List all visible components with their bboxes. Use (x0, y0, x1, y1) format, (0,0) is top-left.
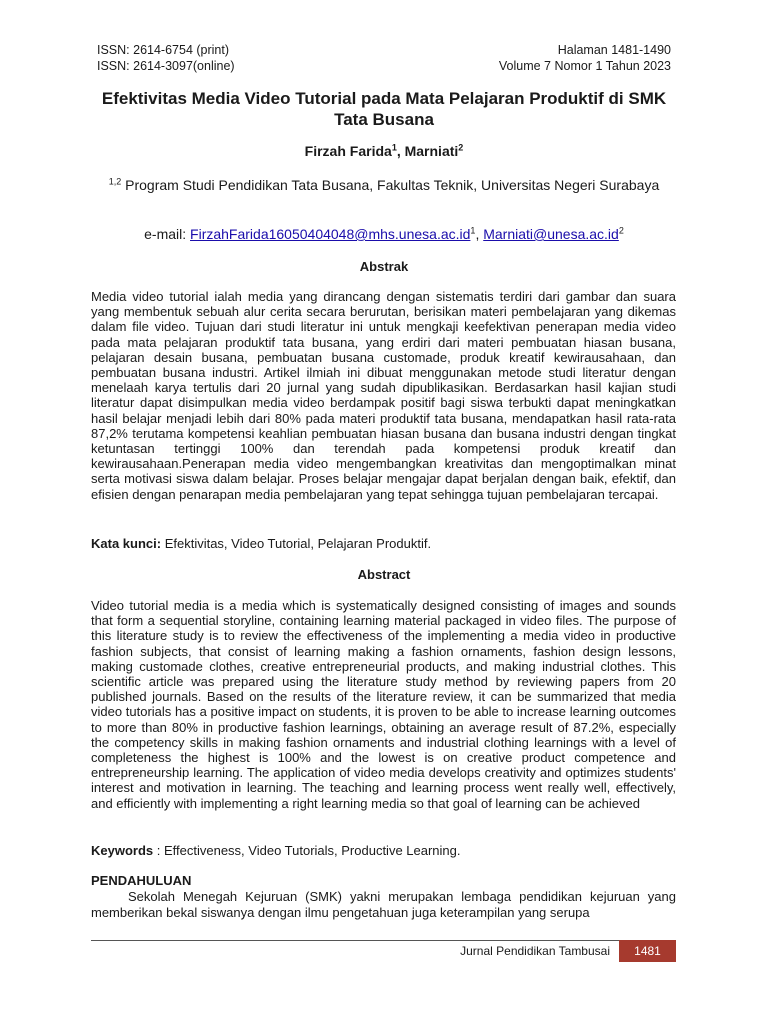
page-range: Halaman 1481-1490 (557, 43, 671, 57)
abstract-heading: Abstract (357, 567, 411, 582)
author-affil-mark: 2 (458, 142, 464, 153)
abstrak-heading: Abstrak (359, 259, 409, 274)
email-affil-mark: 2 (618, 225, 624, 236)
volume-info: Volume 7 Nomor 1 Tahun 2023 (498, 59, 671, 73)
kata-kunci (91, 536, 676, 551)
abstrak-body: Media video tutorial ialah media yang dirancang dengan sistematis terdiri dari gambar dan suara yang membentuk sebuah alur cerita secara berurutan, berisikan materi pembelajaran yang dikemas dalam file video. Tujuan dari studi literatur ini untuk mengkaji keefektivan penerapan media video pada mata pelajaran produktif tata busana, yang erdiri dari materi pembuatan hiasan busana, pelajaran desain busana, pembuatan busana customade, produk kreatif kewirausahaan, dan pembuatan busana industri. Artikel ilmiah ini dibuat menggunakan metode studi literatur dengan menelaah karya tertulis dari 20 jurnal yang sudah dipublikasikan. Berdasarkan hasil kajian studi literatur dapat disimpulkan media video berdampak positif bagi siswa terbukti dapat meningkatkan hasil belajar menjadi lebih dari 80% pada materi produktif tata busana, mendapatkan hasil rata-rata 87,2% terutama kompetensi keahlian pembuatan hiasan busana dan busana industri dengan tingkat ketuntasan tertinggi 100% dan terendah pada kompetensi produk kreatif dan kewirausahaan.Penerapan media video mengembangkan kreativitas dan mengoptimalkan minat serta motivasi siswa dalam belajar. Proses belajar mengajar dapat berjalan dengan baik, efektif, dan efisien dengan penarapan media pembelajaran yang tepat sehingga tujuan pembelajaran tercapai. (91, 289, 676, 502)
page-number: 1481 (619, 940, 676, 962)
pendahuluan-heading: PENDAHULUAN (91, 873, 192, 888)
keywords-text: : Effectiveness, Video Tutorials, Productive Learning. (153, 843, 461, 858)
author-name: Firzah Farida (304, 143, 392, 159)
affiliation-mark: 1,2 (108, 176, 122, 187)
email-link-author2[interactable]: Marniati@unesa.ac.id (483, 226, 619, 242)
author-separator: , (396, 143, 405, 159)
kata-kunci-text: Efektivitas, Video Tutorial, Pelajaran Produktif. (161, 536, 432, 551)
email-affil-mark: 1 (470, 225, 476, 236)
email-separator: , (475, 226, 484, 242)
keywords (91, 843, 676, 858)
kata-kunci-label: Kata kunci: (91, 536, 162, 551)
affiliation-text: Program Studi Pendidikan Tata Busana, Fakultas Teknik, Universitas Negeri Surabaya (121, 177, 660, 193)
author-name: Marniati (404, 143, 459, 159)
footer-divider (91, 940, 676, 941)
email-label: e-mail: (144, 226, 191, 242)
author-affil-mark: 1 (391, 142, 397, 153)
keywords-label: Keywords (91, 843, 154, 858)
abstract-body: Video tutorial media is a media which is systematically designed consisting of images and sounds that form a sequential storyline, containing learning material packaged in video files. The purpose of this literature study is to review the effectiveness of the implementing a media video in productive fashion subjects, that consist of learning making a fashion ornaments, fashion design lessons, making customade clothes, creative entrepreneurial products, and making industrial clothes. This scientific article was prepared using the literature study method by reviewing papers from 20 published journals. Based on the results of the literature review, it can be summarized that media video tutorials has a positive impact on students, it is proven to be able to increase learning outcomes to more than 80% in productive fashion learnings, obtaining an average result of 87.2%, especially the competency skills in making fashion ornaments and industrial clothing learnings with a level of completeness the highest is 100% and the lowest is on creative product competence and entrepreneurship learning. The application of video media develops creativity and optimizes students' interest and motivation in learning. The teaching and learning process went really well, effectively, and efficiently with implementing a right learning media so that goal of learning can be achieved (91, 598, 676, 811)
issn-block (97, 42, 235, 74)
issn-print: ISSN: 2614-6754 (print) (97, 43, 230, 57)
issn-online: ISSN: 2614-3097(online) (97, 59, 235, 73)
author-list (0, 143, 768, 159)
email-line (0, 226, 768, 242)
affiliation (105, 176, 663, 194)
volume-block (499, 42, 671, 74)
paper-title: Efektivitas Media Video Tutorial pada Mata Pelajaran Produktif di SMK Tata Busana (101, 89, 667, 129)
journal-name: Jurnal Pendidikan Tambusai (460, 944, 610, 958)
pendahuluan-body: Sekolah Menegah Kejuruan (SMK) yakni merupakan lembaga pendidikan kejuruan yang memberikan bekal siswanya dengan ilmu pengetahuan juga keterampilan yang serupa (91, 889, 676, 920)
email-link-author1[interactable]: FirzahFarida16050404048@mhs.unesa.ac.id (190, 226, 471, 242)
